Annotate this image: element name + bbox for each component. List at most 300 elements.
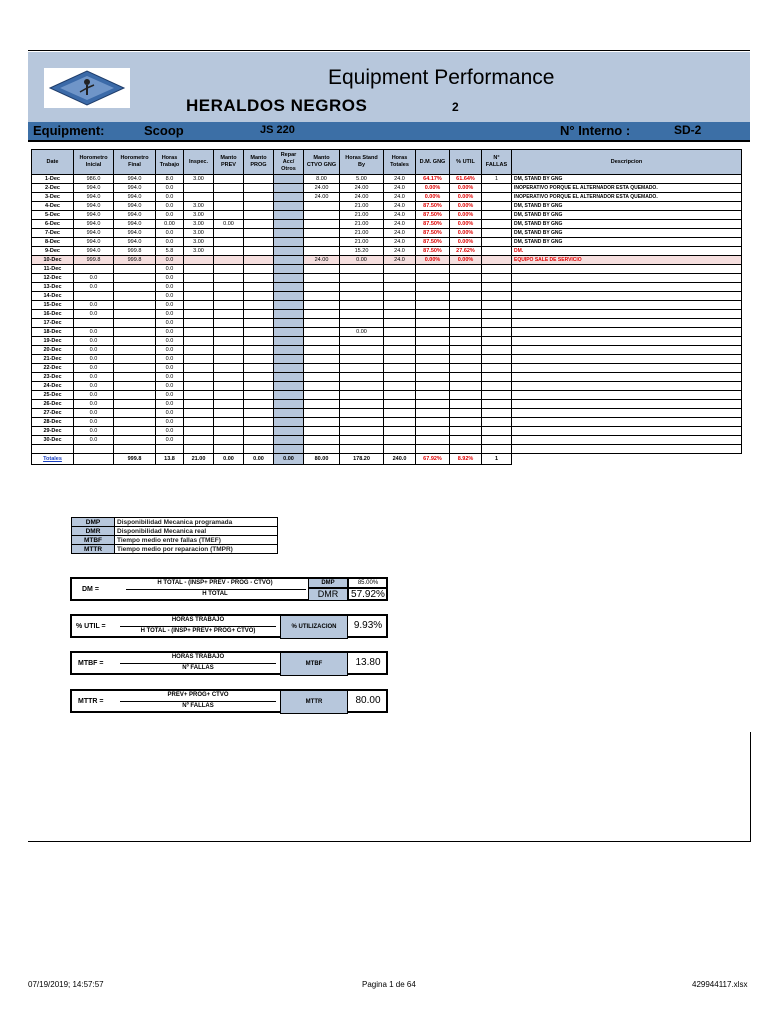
legend-key: MTBF: [72, 536, 115, 545]
cell-date: 29-Dec: [32, 427, 74, 436]
cell-inspec: [184, 436, 214, 445]
cell-inspec: [184, 292, 214, 301]
column-header: Horometro Final: [114, 150, 156, 175]
cell-manto-ctvo: [304, 220, 340, 229]
cell-horometro-final: [114, 409, 156, 418]
cell-util: [450, 355, 482, 364]
cell-stand-by: [340, 310, 384, 319]
cell-manto-prev: [214, 382, 244, 391]
cell-repar: [274, 256, 304, 265]
cell-util: 0.00%: [450, 193, 482, 202]
cell-horas-totales: [384, 427, 416, 436]
mttr-denominator: Nº FALLAS: [182, 703, 214, 709]
cell-date: 1-Dec: [32, 175, 74, 184]
cell-manto-prev: [214, 436, 244, 445]
cell-horometro-final: 994.0: [114, 220, 156, 229]
cell-manto-prev: [214, 346, 244, 355]
blank-cell: [244, 445, 274, 454]
cell-horometro-inicial: 0.0: [74, 364, 114, 373]
cell-dm: [416, 283, 450, 292]
cell-date: 8-Dec: [32, 238, 74, 247]
cell-repar: [274, 310, 304, 319]
cell-descripcion: [512, 400, 742, 409]
cell-stand-by: [340, 301, 384, 310]
cell-descripcion: DM, STAND BY GNG: [512, 238, 742, 247]
cell-inspec: [184, 256, 214, 265]
footer-filename: 429944117.xlsx: [692, 980, 748, 989]
table-row: [32, 220, 742, 229]
cell-inspec: [184, 373, 214, 382]
util-denominator: H TOTAL - (INSP+ PREV+ PROG+ CTVO): [140, 628, 256, 634]
cell-horas-trabajo: 0.0: [156, 373, 184, 382]
cell-horometro-final: 994.0: [114, 202, 156, 211]
column-header: Manto CTVO GNG: [304, 150, 340, 175]
mtbf-result-label: MTBF: [280, 652, 348, 676]
cell-manto-prog: [244, 292, 274, 301]
equipment-label: Equipment:: [33, 123, 105, 138]
cell-fallas: [482, 265, 512, 274]
interno-label: N° Interno :: [560, 123, 631, 138]
cell-repar: [274, 355, 304, 364]
cell-manto-prog: [244, 238, 274, 247]
cell-manto-prog: [244, 418, 274, 427]
column-header: Horas Trabajo: [156, 150, 184, 175]
total-manto-prev: 0.00: [214, 454, 244, 465]
cell-inspec: [184, 364, 214, 373]
cell-inspec: 3.00: [184, 247, 214, 256]
cell-date: 4-Dec: [32, 202, 74, 211]
mtbf-result-value: 13.80: [355, 657, 381, 668]
cell-horometro-final: 994.0: [114, 193, 156, 202]
cell-manto-prog: [244, 391, 274, 400]
cell-util: 27.62%: [450, 247, 482, 256]
cell-util: 0.00%: [450, 229, 482, 238]
cell-stand-by: [340, 418, 384, 427]
cell-manto-prog: [244, 184, 274, 193]
cell-dm: 87.50%: [416, 211, 450, 220]
cell-descripcion: [512, 436, 742, 445]
cell-manto-prog: [244, 382, 274, 391]
subtitle-number: 2: [452, 100, 459, 114]
table-row: [32, 229, 742, 238]
cell-repar: [274, 346, 304, 355]
cell-manto-prog: [244, 355, 274, 364]
mtbf-formula-box: [70, 651, 388, 675]
cell-manto-prog: [244, 265, 274, 274]
table-row: [32, 328, 742, 337]
cell-util: [450, 301, 482, 310]
totals-link[interactable]: Totales: [32, 454, 74, 465]
cell-repar: [274, 301, 304, 310]
cell-horometro-inicial: 0.0: [74, 301, 114, 310]
table-row: [32, 382, 742, 391]
cell-inspec: [184, 391, 214, 400]
cell-fallas: [482, 373, 512, 382]
cell-inspec: [184, 418, 214, 427]
cell-fallas: [482, 400, 512, 409]
total-manto-prog: 0.00: [244, 454, 274, 465]
cell-stand-by: [340, 283, 384, 292]
totals-row: [32, 454, 742, 465]
cell-repar: [274, 328, 304, 337]
cell-horas-trabajo: 0.0: [156, 265, 184, 274]
page-subtitle: HERALDOS NEGROS: [186, 96, 368, 115]
cell-date: 13-Dec: [32, 283, 74, 292]
cell-manto-prev: [214, 328, 244, 337]
cell-stand-by: 21.00: [340, 211, 384, 220]
cell-manto-ctvo: [304, 283, 340, 292]
util-result-label: % UTILIZACION: [280, 615, 348, 639]
cell-date: 7-Dec: [32, 229, 74, 238]
cell-dm: [416, 346, 450, 355]
cell-horometro-final: [114, 436, 156, 445]
legend-row: [72, 536, 278, 545]
cell-stand-by: 0.00: [340, 256, 384, 265]
cell-horas-trabajo: 5.8: [156, 247, 184, 256]
cell-manto-prev: [214, 229, 244, 238]
cell-util: [450, 409, 482, 418]
cell-repar: [274, 427, 304, 436]
cell-util: 0.00%: [450, 220, 482, 229]
equipment-rule: [28, 140, 750, 142]
blank-cell: [450, 445, 482, 454]
cell-manto-ctvo: [304, 292, 340, 301]
cell-util: [450, 427, 482, 436]
cell-horas-trabajo: 0.0: [156, 202, 184, 211]
total-horometro-final: 999.8: [114, 454, 156, 465]
cell-date: 14-Dec: [32, 292, 74, 301]
cell-util: [450, 400, 482, 409]
dm-numerator: H TOTAL - (INSP+ PREV - PROG - CTVO): [157, 580, 273, 586]
cell-dm: [416, 319, 450, 328]
cell-manto-prog: [244, 256, 274, 265]
cell-horometro-final: [114, 346, 156, 355]
cell-dm: [416, 292, 450, 301]
cell-fallas: [482, 292, 512, 301]
cell-descripcion: [512, 382, 742, 391]
total-fallas: 1: [482, 454, 512, 465]
cell-date: 25-Dec: [32, 391, 74, 400]
cell-horas-trabajo: 0.0: [156, 238, 184, 247]
cell-util: [450, 283, 482, 292]
cell-inspec: [184, 301, 214, 310]
cell-inspec: [184, 328, 214, 337]
cell-dm: 0.00%: [416, 184, 450, 193]
cell-date: 3-Dec: [32, 193, 74, 202]
cell-manto-ctvo: [304, 238, 340, 247]
cell-manto-prev: [214, 256, 244, 265]
cell-manto-ctvo: 24.00: [304, 184, 340, 193]
cell-stand-by: [340, 337, 384, 346]
dmr-label: DMR: [308, 588, 348, 601]
cell-horometro-inicial: [74, 292, 114, 301]
cell-descripcion: [512, 346, 742, 355]
cell-horometro-inicial: 0.0: [74, 328, 114, 337]
cell-stand-by: 5.00: [340, 175, 384, 184]
cell-horometro-final: [114, 265, 156, 274]
cell-dm: 64.17%: [416, 175, 450, 184]
cell-fallas: [482, 364, 512, 373]
cell-descripcion: EQUIPO SALE DE SERVICIO: [512, 256, 742, 265]
cell-manto-prev: [214, 418, 244, 427]
dm-formula-box: [70, 577, 388, 601]
cell-descripcion: [512, 301, 742, 310]
cell-dm: [416, 418, 450, 427]
cell-repar: [274, 238, 304, 247]
cell-horas-totales: 24.0: [384, 211, 416, 220]
total-horometro-inicial: [74, 454, 114, 465]
cell-manto-ctvo: 24.00: [304, 256, 340, 265]
cell-horas-totales: 24.0: [384, 184, 416, 193]
cell-stand-by: [340, 355, 384, 364]
cell-inspec: 3.00: [184, 220, 214, 229]
cell-horometro-inicial: 0.0: [74, 427, 114, 436]
cell-stand-by: [340, 427, 384, 436]
cell-horometro-inicial: 0.0: [74, 373, 114, 382]
cell-horometro-final: [114, 382, 156, 391]
dm-fraction-line: [126, 589, 306, 590]
cell-fallas: [482, 346, 512, 355]
cell-fallas: [482, 409, 512, 418]
cell-date: 6-Dec: [32, 220, 74, 229]
cell-util: [450, 436, 482, 445]
cell-descripcion: [512, 373, 742, 382]
cell-descripcion: [512, 409, 742, 418]
cell-descripcion: [512, 364, 742, 373]
cell-repar: [274, 364, 304, 373]
cell-manto-ctvo: [304, 382, 340, 391]
cell-horas-totales: [384, 418, 416, 427]
legend-value: Disponibilidad Mecanica programada: [115, 518, 278, 527]
legend-row: [72, 518, 278, 527]
cell-manto-prev: [214, 211, 244, 220]
cell-inspec: [184, 193, 214, 202]
cell-manto-prog: [244, 373, 274, 382]
cell-horometro-final: [114, 400, 156, 409]
cell-horometro-final: [114, 373, 156, 382]
table-row: [32, 337, 742, 346]
footer-page: Pagina 1 de 64: [362, 980, 416, 989]
cell-repar: [274, 400, 304, 409]
mttr-result-label: MTTR: [280, 690, 348, 714]
cell-horas-totales: [384, 283, 416, 292]
cell-horas-totales: [384, 274, 416, 283]
cell-date: 26-Dec: [32, 400, 74, 409]
cell-util: [450, 382, 482, 391]
cell-inspec: [184, 337, 214, 346]
cell-date: 2-Dec: [32, 184, 74, 193]
util-fraction-line: [120, 626, 276, 627]
cell-stand-by: [340, 391, 384, 400]
cell-manto-prev: [214, 310, 244, 319]
blank-cell: [114, 445, 156, 454]
cell-manto-ctvo: [304, 346, 340, 355]
cell-horas-trabajo: 0.0: [156, 382, 184, 391]
blank-cell: [214, 445, 244, 454]
cell-horometro-inicial: 994.0: [74, 229, 114, 238]
dmp-value: 85.00%: [348, 578, 388, 588]
cell-fallas: [482, 310, 512, 319]
cell-descripcion: DM, STAND BY GNG: [512, 220, 742, 229]
table-header-row: [32, 150, 742, 175]
cell-manto-ctvo: [304, 202, 340, 211]
cell-inspec: [184, 184, 214, 193]
cell-dm: [416, 364, 450, 373]
right-rule: [750, 732, 751, 842]
cell-manto-prev: [214, 184, 244, 193]
cell-dm: [416, 436, 450, 445]
cell-descripcion: [512, 328, 742, 337]
total-repar: 0.00: [274, 454, 304, 465]
cell-util: [450, 346, 482, 355]
cell-manto-prev: [214, 247, 244, 256]
cell-manto-prog: [244, 436, 274, 445]
cell-manto-ctvo: [304, 301, 340, 310]
util-numerator: HORAS TRABAJO: [171, 617, 225, 623]
cell-manto-ctvo: [304, 427, 340, 436]
cell-stand-by: [340, 409, 384, 418]
cell-descripcion: [512, 274, 742, 283]
cell-horas-totales: [384, 328, 416, 337]
column-header: Horometro Inicial: [74, 150, 114, 175]
cell-fallas: [482, 220, 512, 229]
cell-manto-prog: [244, 175, 274, 184]
cell-horometro-final: [114, 364, 156, 373]
cell-horas-trabajo: 0.0: [156, 310, 184, 319]
cell-manto-ctvo: [304, 274, 340, 283]
cell-repar: [274, 436, 304, 445]
cell-util: [450, 274, 482, 283]
cell-stand-by: [340, 274, 384, 283]
table-row: [32, 202, 742, 211]
cell-inspec: [184, 310, 214, 319]
cell-util: 0.00%: [450, 238, 482, 247]
blank-cell: [184, 445, 214, 454]
cell-manto-ctvo: [304, 328, 340, 337]
blank-cell: [304, 445, 340, 454]
cell-stand-by: [340, 292, 384, 301]
cell-inspec: [184, 382, 214, 391]
cell-dm: 87.50%: [416, 247, 450, 256]
cell-horas-trabajo: 0.0: [156, 337, 184, 346]
cell-manto-prog: [244, 400, 274, 409]
cell-manto-prog: [244, 220, 274, 229]
table-row: [32, 373, 742, 382]
table-row: [32, 427, 742, 436]
cell-manto-prev: [214, 373, 244, 382]
cell-horas-trabajo: 0.0: [156, 409, 184, 418]
cell-fallas: [482, 427, 512, 436]
cell-stand-by: [340, 364, 384, 373]
cell-util: [450, 265, 482, 274]
cell-fallas: [482, 328, 512, 337]
dmp-label: DMP: [308, 578, 348, 588]
equipment-model: JS 220: [260, 124, 295, 136]
cell-horometro-final: [114, 274, 156, 283]
cell-date: 24-Dec: [32, 382, 74, 391]
cell-date: 18-Dec: [32, 328, 74, 337]
cell-fallas: [482, 319, 512, 328]
cell-util: 0.00%: [450, 202, 482, 211]
cell-horometro-final: 994.0: [114, 184, 156, 193]
cell-fallas: [482, 301, 512, 310]
cell-horas-trabajo: 0.0: [156, 256, 184, 265]
cell-repar: [274, 247, 304, 256]
cell-horas-totales: [384, 346, 416, 355]
mtbf-numerator: HORAS TRABAJO: [171, 654, 225, 660]
bottom-rule: [28, 841, 750, 842]
cell-fallas: [482, 184, 512, 193]
cell-util: [450, 418, 482, 427]
cell-inspec: [184, 265, 214, 274]
cell-horometro-inicial: 994.0: [74, 184, 114, 193]
cell-horas-trabajo: 0.0: [156, 328, 184, 337]
cell-dm: 0.00%: [416, 256, 450, 265]
cell-horas-trabajo: 0.0: [156, 211, 184, 220]
cell-manto-ctvo: [304, 337, 340, 346]
cell-inspec: 3.00: [184, 229, 214, 238]
cell-manto-prev: [214, 301, 244, 310]
cell-util: [450, 328, 482, 337]
cell-fallas: [482, 211, 512, 220]
cell-manto-ctvo: [304, 418, 340, 427]
cell-fallas: [482, 193, 512, 202]
cell-horometro-final: [114, 337, 156, 346]
mtbf-denominator: Nº FALLAS: [182, 665, 214, 671]
cell-manto-prev: [214, 274, 244, 283]
column-header: Manto PREV: [214, 150, 244, 175]
cell-manto-prev: [214, 202, 244, 211]
cell-fallas: [482, 256, 512, 265]
cell-horas-totales: 24.0: [384, 256, 416, 265]
cell-repar: [274, 418, 304, 427]
equipment-bar: [28, 122, 750, 140]
cell-descripcion: [512, 337, 742, 346]
cell-horometro-final: [114, 310, 156, 319]
cell-util: [450, 364, 482, 373]
cell-date: 10-Dec: [32, 256, 74, 265]
cell-manto-prog: [244, 193, 274, 202]
cell-inspec: [184, 346, 214, 355]
cell-manto-prog: [244, 211, 274, 220]
legend-table: [71, 517, 278, 554]
cell-inspec: 3.00: [184, 238, 214, 247]
cell-manto-prog: [244, 427, 274, 436]
cell-date: 11-Dec: [32, 265, 74, 274]
dm-denominator: H TOTAL: [202, 591, 228, 597]
footer-timestamp: 07/19/2019; 14:57:57: [28, 980, 104, 989]
cell-manto-prog: [244, 202, 274, 211]
cell-horas-totales: [384, 310, 416, 319]
cell-descripcion: [512, 292, 742, 301]
cell-descripcion: [512, 310, 742, 319]
util-result-value: 9.93%: [353, 620, 383, 631]
cell-date: 27-Dec: [32, 409, 74, 418]
table-row: [32, 436, 742, 445]
cell-horas-totales: 24.0: [384, 175, 416, 184]
cell-manto-ctvo: [304, 265, 340, 274]
cell-dm: [416, 265, 450, 274]
column-header: Date: [32, 150, 74, 175]
cell-manto-prog: [244, 283, 274, 292]
cell-fallas: [482, 382, 512, 391]
cell-manto-prog: [244, 301, 274, 310]
table-row: [32, 175, 742, 184]
blank-cell: [384, 445, 416, 454]
column-header: N° FALLAS: [482, 150, 512, 175]
cell-manto-ctvo: [304, 319, 340, 328]
cell-fallas: [482, 337, 512, 346]
